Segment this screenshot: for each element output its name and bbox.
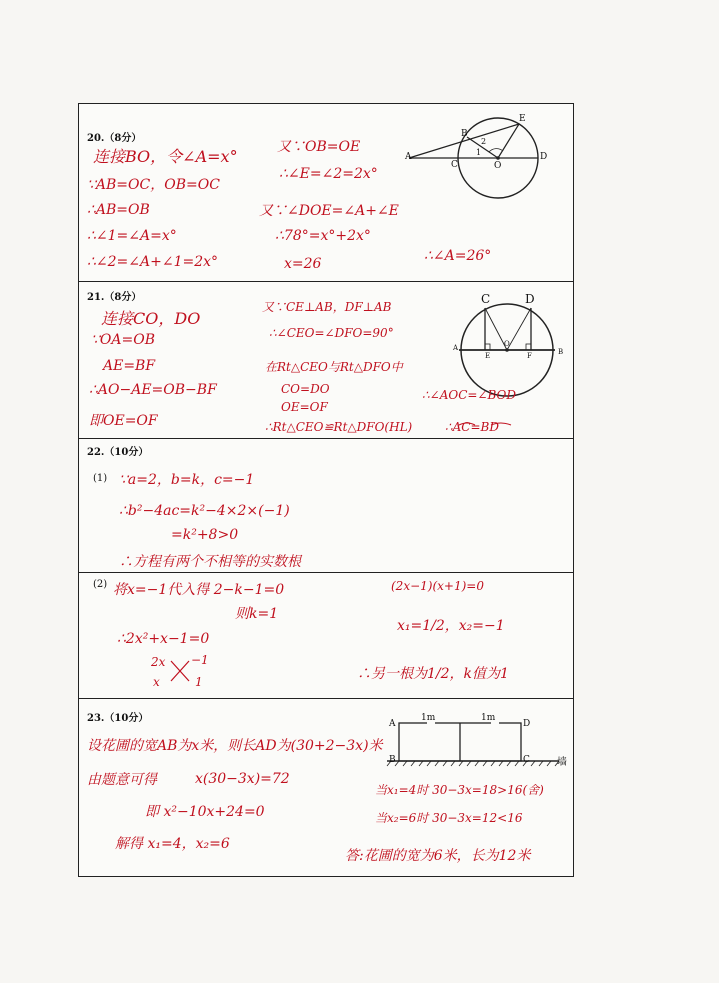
q23-label-wall: 墙: [557, 757, 567, 768]
q20-point-O: O: [494, 161, 502, 171]
question-23-section: [79, 699, 573, 878]
q23-line-1: 设花圃的宽AB为x米，则长AD为(30+2−3x)米: [87, 738, 383, 754]
q23-line-5: 解得 x₁=4，x₂=6: [115, 836, 230, 852]
q21-point-B: B: [558, 348, 564, 356]
question-23-header: 23.（10分）: [87, 713, 149, 724]
q22b-cross-1: 1: [195, 675, 203, 689]
q20-line-1: 连接BO，令∠A=x°: [93, 147, 238, 166]
q23-point-A: A: [389, 719, 396, 729]
question-20-section: [79, 104, 573, 282]
q21-line-8: 在Rt△CEO与Rt△DFO中: [265, 360, 403, 374]
q20-line-11: ∴∠A=26°: [424, 248, 492, 264]
question-22-part-2-label: (2): [93, 579, 108, 590]
q20-line-3: ∴AB=OB: [87, 202, 150, 218]
q21-line-3: AE=BF: [103, 358, 156, 374]
q21-point-C: C: [481, 292, 491, 306]
q22b-line-2: 则k=1: [235, 606, 279, 622]
q22a-line-3: =k²+8>0: [171, 527, 239, 543]
question-22-part-1-section: [79, 439, 573, 573]
q21-line-5: 即OE=OF: [89, 413, 158, 429]
q22b-line-10: ∴另一根为1/2，k值为1: [357, 666, 509, 682]
q22b-line-1: 将x=−1代入得 2−k−1=0: [113, 582, 285, 598]
q23-line-6: 当x₁=4时 30−3x=18>16(舍): [375, 783, 544, 797]
q21-line-10: OE=OF: [281, 400, 328, 414]
q21-line-7: ∴∠CEO=∠DFO=90°: [269, 326, 394, 340]
q22a-line-1: ∵a=2，b=k，c=−1: [119, 472, 255, 488]
q23-label-1m-right: 1m: [481, 713, 496, 723]
q20-line-8: 又∵∠DOE=∠A+∠E: [259, 203, 399, 219]
question-22-part-1-label: (1): [93, 473, 108, 484]
q21-line-6: 又∵CE⊥AB，DF⊥AB: [262, 300, 392, 314]
q22a-line-2: ∴b²−4ac=k²−4×2×(−1): [119, 503, 290, 519]
q23-label-1m-left: 1m: [421, 713, 436, 723]
q22b-cross-neg1: −1: [191, 653, 209, 667]
q20-angle-1: 1: [476, 148, 482, 157]
q21-point-F: F: [527, 352, 532, 360]
q22b-cross-2x: 2x: [151, 655, 166, 669]
answer-sheet: [78, 103, 574, 877]
q20-point-E: E: [519, 114, 526, 124]
question-20-header: 20.（8分）: [87, 133, 142, 144]
q20-line-2: ∵AB=OC，OB=OC: [87, 177, 220, 193]
q23-point-D: D: [523, 719, 531, 729]
q22b-line-9: x₁=1/2，x₂=−1: [397, 618, 505, 634]
q21-point-A: A: [453, 344, 459, 352]
q21-arc-marks: [457, 422, 517, 426]
q20-line-10: x=26: [284, 256, 322, 272]
q23-point-C: C: [523, 755, 530, 765]
q21-line-13: ∴AC=BD: [445, 420, 499, 434]
q20-line-4: ∴∠1=∠A=x°: [87, 228, 177, 244]
q21-line-12: ∴∠AOC=∠BOD: [422, 388, 516, 402]
q21-point-O: O: [504, 340, 510, 348]
q21-point-D: D: [525, 292, 535, 306]
q21-line-4: ∴AO−AE=OB−BF: [89, 382, 217, 398]
q22b-line-3: ∴2x²+x−1=0: [117, 631, 210, 647]
question-23-fence-diagram: [387, 715, 567, 767]
q23-line-8: 答:花圃的宽为6米，长为12米: [345, 848, 531, 864]
q23-line-3: x(30−3x)=72: [195, 771, 290, 787]
q21-line-1: 连接CO，DO: [101, 309, 201, 328]
q20-line-9: ∴78°=x°+2x°: [275, 228, 371, 244]
q23-line-4: 即 x²−10x+24=0: [145, 804, 265, 820]
q20-point-B: B: [461, 129, 468, 139]
q20-point-D: D: [540, 152, 548, 162]
q22a-line-4: ∴方程有两个不相等的实数根: [119, 554, 301, 570]
q23-line-2: 由题意可得: [87, 772, 157, 788]
question-22-header: 22.（10分）: [87, 447, 149, 458]
q20-line-7: ∴∠E=∠2=2x°: [279, 166, 378, 182]
q23-point-B: B: [389, 755, 396, 765]
question-21-section: [79, 282, 573, 439]
q23-line-7: 当x₂=6时 30−3x=12<16: [375, 811, 523, 825]
q22b-cross-x: x: [153, 675, 160, 689]
q21-line-11: ∴Rt△CEO≌Rt△DFO(HL): [265, 420, 413, 434]
question-20-circle-diagram: [399, 112, 569, 182]
q22b-cross-lines: [169, 659, 191, 683]
q21-point-E: E: [485, 352, 491, 360]
q20-line-5: ∴∠2=∠A+∠1=2x°: [87, 254, 219, 270]
question-21-header: 21.（8分）: [87, 292, 142, 303]
q20-angle-2: 2: [481, 137, 487, 146]
q20-point-A: A: [405, 152, 412, 162]
q20-line-6: 又∵OB=OE: [277, 139, 361, 155]
q21-line-2: ∵OA=OB: [91, 332, 155, 348]
q20-point-C: C: [451, 160, 458, 170]
q22b-line-8: (2x−1)(x+1)=0: [391, 579, 484, 593]
question-22-part-2-section: [79, 573, 573, 699]
q21-line-9: CO=DO: [281, 382, 330, 396]
